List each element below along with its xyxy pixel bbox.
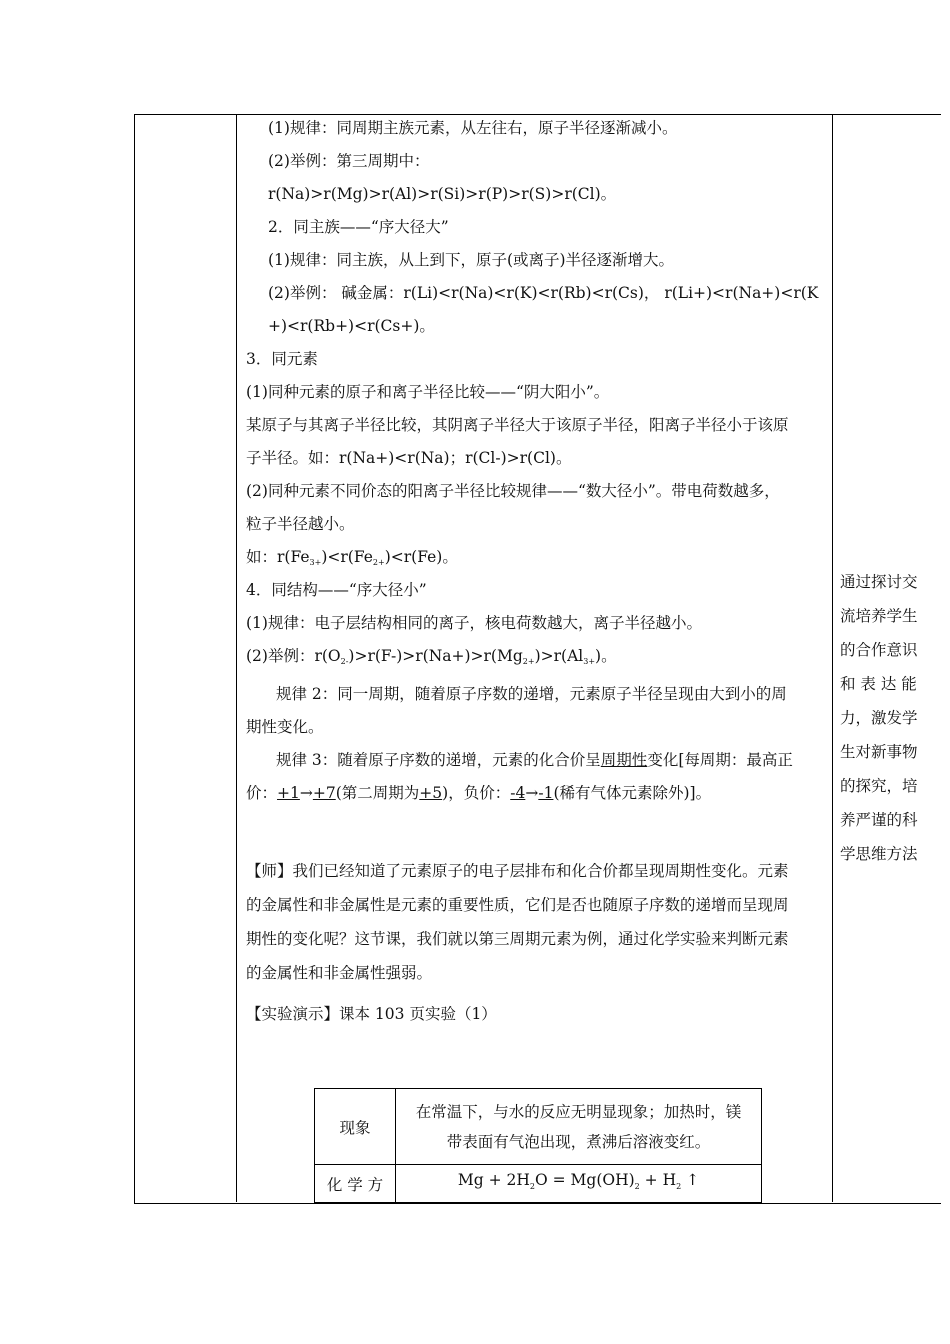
text-line: (1)同种元素的原子和离子半径比较——“阴大阳小”。 <box>246 383 610 401</box>
equation-cell: $Mg + 2H_2O = Mg(OH)_2 + H_2$ ↑ <box>396 1165 762 1203</box>
rule-3-text: 规律 3：随着原子序数的递增，元素的化合价呈周期性变化[每周期：最高正 <box>276 751 793 769</box>
row-header-equation: 化 学 方 <box>315 1165 396 1203</box>
section-heading: 3．同元素 <box>246 350 318 368</box>
rule-2-text: 规律 2：同一周期，随着原子序数的递增，元素原子半径呈现由大到小的周 <box>276 685 787 703</box>
side-text-line: 流培养学生 <box>840 607 918 625</box>
text-line: (2)举例：$r(O_{2-})>r(F-)>r(Na+)>r(Mg_{2+})>r(Al_{3+})$。 <box>246 647 617 666</box>
text-line: (2)同种元素不同价态的阳离子半径比较规律——“数大径小”。带电荷数越多， <box>246 482 780 500</box>
column-divider-left <box>236 114 237 1202</box>
text-line: (2)举例：第三周期中： <box>268 152 430 170</box>
text-line: (1)规律：同周期主族元素，从左往右，原子半径逐渐减小。 <box>268 119 678 137</box>
side-text-line: 和 表 达 能 <box>840 675 917 693</box>
text-line: r(Na)>r(Mg)>r(Al)>r(Si)>r(P)>r(S)>r(Cl)。 <box>268 185 617 203</box>
column-divider-right <box>832 114 833 1202</box>
lesson-content-cell <box>240 114 832 1202</box>
text-line: 期性变化。 <box>246 718 324 736</box>
text-line: 的金属性和非金属性强弱。 <box>246 964 433 982</box>
text-line: (2)举例： 碱金属：r(Li)<r(Na)<r(K)<r(Rb)<r(Cs)， r(Li+)<r(Na+)<r(K <box>268 284 819 302</box>
text-line: 粒子半径越小。 <box>246 515 355 533</box>
experiment-heading: 【实验演示】课本 103 页实验（1） <box>246 1005 497 1023</box>
text-line: 某原子与其离子半径比较，其阴离子半径大于该原子半径，阳离子半径小于该原 <box>246 416 789 434</box>
text-line: (1)规律：同主族，从上到下，原子(或离子)半径逐渐增大。 <box>268 251 675 269</box>
side-text-line: 生对新事物 <box>840 743 918 761</box>
text-line: 子半径。如：r(Na+)<r(Na)；r(Cl-)>r(Cl)。 <box>246 449 572 467</box>
teacher-text: 【师】我们已经知道了元素原子的电子层排布和化合价都呈现周期性变化。元素 <box>246 862 789 880</box>
side-text-line: 养严谨的科 <box>840 811 918 829</box>
row-header-phenomenon: 现象 <box>315 1089 396 1165</box>
side-text-line: 的合作意识 <box>840 641 918 659</box>
text-line: 的金属性和非金属性是元素的重要性质，它们是否也随原子序数的递增而呈现周 <box>246 896 789 914</box>
text-line: 期性的变化呢？这节课，我们就以第三周期元素为例，通过化学实验来判断元素 <box>246 930 789 948</box>
text-line: 价：+1→+7(第二周期为+5)，负价：-4→-1(稀有气体元素除外)]。 <box>246 784 712 802</box>
text-line: 如：$r(Fe_{3+})<r(Fe_{2+})<r(Fe)$。 <box>246 548 458 567</box>
phenomenon-cell <box>396 1089 762 1165</box>
design-intent-cell <box>840 572 936 864</box>
section-heading: 4．同结构——“序大径小” <box>246 581 427 599</box>
side-text-line: 学思维方法 <box>840 845 918 863</box>
side-text-line: 的探究，培 <box>840 777 918 795</box>
side-text-line: 力，激发学 <box>840 709 918 727</box>
text-line: +)<r(Rb+)<r(Cs+)。 <box>268 317 435 335</box>
text-line: (1)规律：电子层结构相同的离子，核电荷数越大，离子半径越小。 <box>246 614 702 632</box>
experiment-table <box>314 1088 762 1203</box>
phenomenon-line: 在常温下，与水的反应无明显现象；加热时，镁 <box>415 1102 742 1121</box>
phenomenon-line: 带表面有气泡出现，煮沸后溶液变红。 <box>446 1132 711 1151</box>
text-line: 2．同主族——“序大径大” <box>268 218 449 236</box>
side-text-line: 通过探讨交 <box>840 573 918 591</box>
